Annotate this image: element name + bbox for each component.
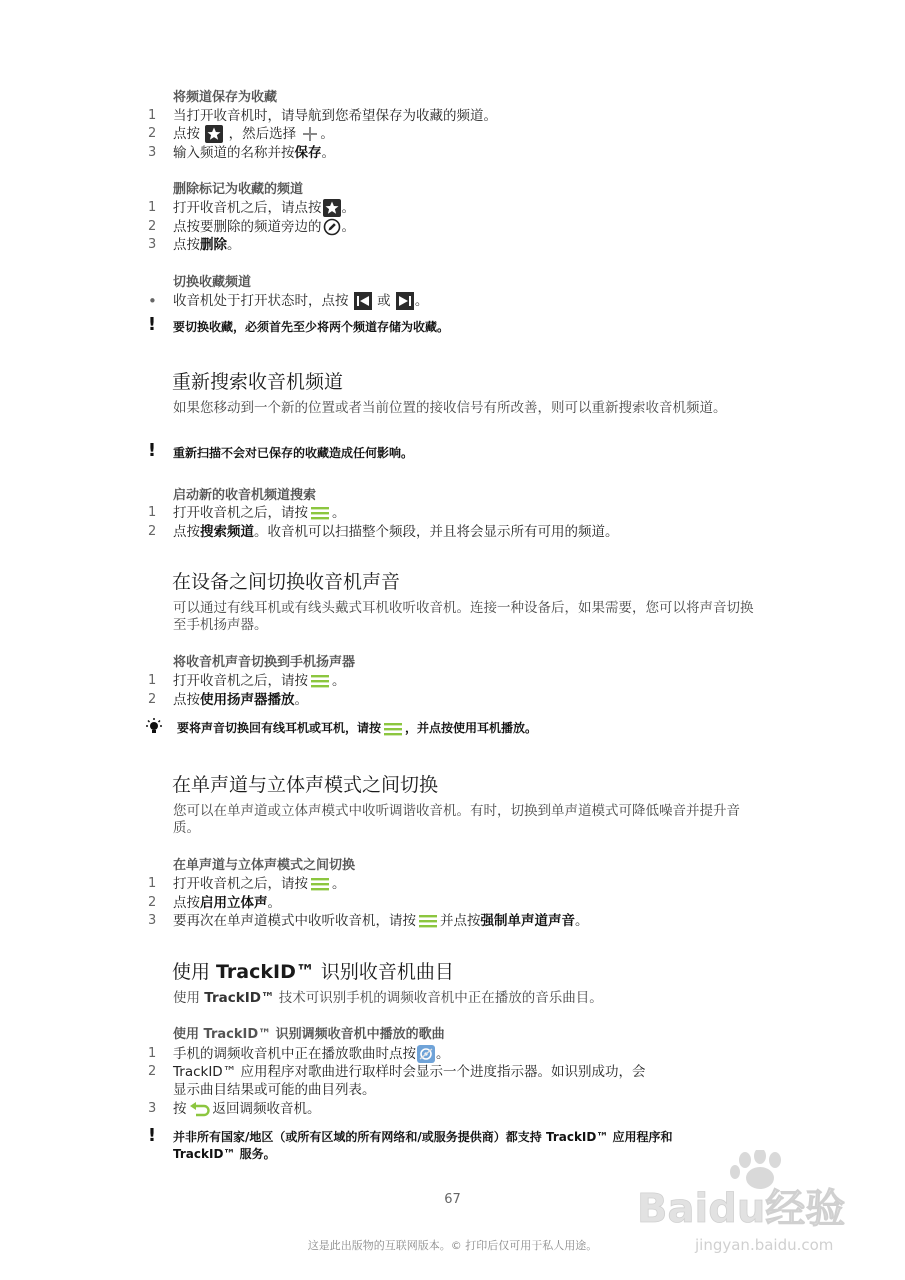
paragraph: 您可以在单声道或立体声模式中收听调谐收音机。有时，切换到单声道模式可降低噪音并提升音质。 <box>173 803 740 836</box>
menu-icon <box>310 505 330 521</box>
step-text: TrackID™ 应用程序对歌曲进行取样时会显示一个进度指示器。如识别成功，会 <box>173 1064 646 1080</box>
step-text: 按 返回调频收音机。 <box>173 1101 321 1117</box>
menu-icon <box>310 876 330 892</box>
step-text: 点按删除。 <box>173 237 241 253</box>
step-text: 点按 ，然后选择 。 <box>173 126 334 142</box>
step-text: 收音机处于打开状态时，点按 或 。 <box>173 293 429 309</box>
note-icon: ! <box>147 440 157 461</box>
step-number: 1 <box>148 1046 157 1061</box>
step-text: 当打开收音机时，请导航到您希望保存为收藏的频道。 <box>173 108 497 124</box>
note-icon: ! <box>147 314 157 335</box>
tip-text: 要将声音切换回有线耳机或耳机，请按 ，并点按使用耳机播放。 <box>177 721 538 735</box>
step-number: 3 <box>148 237 157 252</box>
step-text: 输入频道的名称并按保存。 <box>173 145 335 161</box>
step-text: 点按启用立体声。 <box>173 895 281 911</box>
step-number: 1 <box>148 505 157 520</box>
heading-rescan: 重新搜索收音机频道 <box>172 371 344 393</box>
bullet: • <box>148 292 157 310</box>
section-title-mono-stereo: 在单声道与立体声模式之间切换 <box>173 858 356 873</box>
watermark-logo: Baidu经验 <box>637 1186 846 1232</box>
star-favorite-icon <box>205 125 223 143</box>
edit-pencil-icon <box>323 218 341 236</box>
tip-lightbulb-icon <box>143 718 165 736</box>
step-number: 1 <box>148 108 157 123</box>
step-number: 3 <box>148 913 157 928</box>
step-text: 打开收音机之后，请点按 。 <box>173 200 355 216</box>
step-text: 点按要删除的频道旁边的 。 <box>173 219 355 235</box>
next-favorite-icon <box>396 292 414 310</box>
note-text: 重新扫描不会对已保存的收藏造成任何影响。 <box>173 446 414 460</box>
page-number: 67 <box>444 1192 461 1207</box>
menu-icon <box>383 721 403 737</box>
step-number: 2 <box>148 524 157 539</box>
baidu-watermark <box>635 1150 865 1260</box>
heading-trackid: 使用 TrackID™ 识别收音机曲目 <box>172 961 454 983</box>
step-number: 1 <box>148 200 157 215</box>
menu-icon <box>310 673 330 689</box>
section-title-trackid-song: 使用 TrackID™ 识别调频收音机中播放的歌曲 <box>173 1027 445 1042</box>
step-number: 1 <box>148 673 157 688</box>
step-text: 点按使用扬声器播放。 <box>173 692 308 708</box>
step-number: 3 <box>148 1101 157 1116</box>
step-text: 打开收音机之后，请按 。 <box>173 876 346 892</box>
footer-copyright: 这是此出版物的互联网版本。© 打印后仅可用于私人用途。 <box>307 1239 598 1252</box>
step-text: 点按搜索频道。收音机可以扫描整个频段，并且将会显示所有可用的频道。 <box>173 524 619 540</box>
section-title-start-scan: 启动新的收音机频道搜索 <box>173 488 317 503</box>
step-text: 手机的调频收音机中正在播放歌曲时点按 。 <box>173 1046 450 1062</box>
back-icon <box>189 1101 211 1117</box>
watermark-url: jingyan.baidu.com <box>695 1236 834 1254</box>
menu-icon <box>418 913 438 929</box>
note-text: TrackID™ 服务。 <box>173 1147 276 1161</box>
step-text: 显示曲目结果或可能的曲目列表。 <box>173 1082 376 1098</box>
step-number: 2 <box>148 126 157 141</box>
note-text: 并非所有国家/地区（或所有区域的所有网络和/或服务提供商）都支持 TrackID™ 应用程序和 <box>173 1130 673 1144</box>
paragraph: 可以通过有线耳机或有线头戴式耳机收听收音机。连接一种设备后，如果需要，您可以将声音切换至手机扬声器。 <box>173 600 754 633</box>
star-favorite-icon <box>323 199 341 217</box>
heading-mono-stereo: 在单声道与立体声模式之间切换 <box>172 774 439 796</box>
plus-icon <box>301 125 319 143</box>
step-text: 打开收音机之后，请按 。 <box>173 505 346 521</box>
step-number: 3 <box>148 145 157 160</box>
note-text: 要切换收藏，必须首先至少将两个频道存储为收藏。 <box>173 320 450 334</box>
heading-switch-audio: 在设备之间切换收音机声音 <box>172 571 401 593</box>
step-number: 1 <box>148 876 157 891</box>
section-title-speaker: 将收音机声音切换到手机扬声器 <box>173 655 356 670</box>
paragraph: 如果您移动到一个新的位置或者当前位置的接收信号有所改善，则可以重新搜索收音机频道。 <box>173 400 727 416</box>
step-number: 2 <box>148 895 157 910</box>
note-icon: ! <box>147 1125 157 1146</box>
trackid-icon <box>417 1045 435 1063</box>
previous-favorite-icon <box>354 292 372 310</box>
section-title-switch-favorite: 切换收藏频道 <box>173 275 252 290</box>
step-text: 要再次在单声道模式中收听收音机，请按 并点按强制单声道声音。 <box>173 913 589 929</box>
section-title-save-favorite: 将频道保存为收藏 <box>173 90 278 105</box>
step-number: 2 <box>148 1064 157 1079</box>
step-text: 打开收音机之后，请按 。 <box>173 673 346 689</box>
section-title-delete-favorite: 删除标记为收藏的频道 <box>173 182 304 197</box>
step-number: 2 <box>148 219 157 234</box>
step-number: 2 <box>148 692 157 707</box>
paragraph: 使用 TrackID™ 技术可识别手机的调频收音机中正在播放的音乐曲目。 <box>173 990 603 1006</box>
